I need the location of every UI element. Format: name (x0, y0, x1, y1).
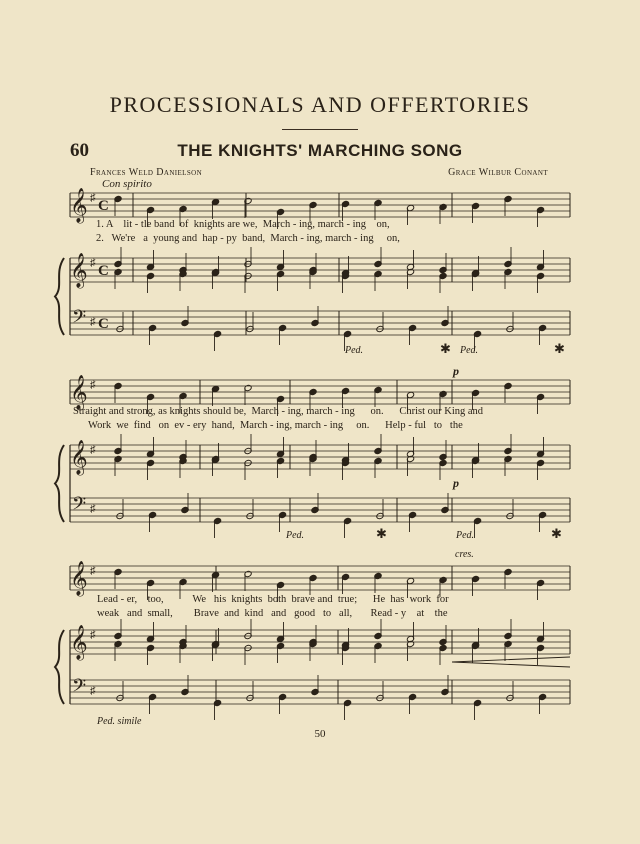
common-time-signature: C (98, 263, 109, 279)
grand-staff-brace (55, 630, 64, 704)
composer-credit: Grace Wilbur Conant (448, 167, 548, 178)
pedal-release-mark: ✱ (554, 341, 565, 356)
treble-clef: 𝄞 (70, 253, 88, 288)
system-3-verse-1: Lead - er, too, We his knights both brave and true; He has work for (97, 594, 449, 605)
treble-clef: 𝄞 (70, 440, 88, 475)
dynamic-piano: p (453, 476, 459, 490)
system-1-verse-2: 2. We're a young and hap - py band, March - ing, march - ing on, (96, 233, 400, 244)
system-1-verse-1: 1. A lit - tle band of knights are we, March - ing, march - ing on, (96, 219, 390, 230)
key-signature-sharp: ♯ (90, 192, 96, 204)
lyricist-credit: Frances Weld Danielson (90, 167, 203, 178)
section-title: PROCESSIONALS AND OFFERTORIES (109, 92, 531, 117)
key-signature-sharp: ♯ (90, 503, 96, 515)
pedal-simile-marking: Ped. simile (97, 716, 142, 727)
key-signature-sharp: ♯ (90, 444, 96, 456)
pedal-marking: Ped. (460, 345, 479, 356)
treble-clef: 𝄞 (70, 188, 88, 223)
system-2-verse-2: Work we find on ev - ery hand, March - ing, march - ing on. Help - ful to the (88, 420, 463, 431)
treble-clef: 𝄞 (70, 561, 88, 596)
treble-clef: 𝄞 (70, 625, 88, 660)
grand-staff-brace (55, 445, 64, 522)
crescendo-marking: cres. (455, 549, 474, 560)
key-signature-sharp: ♯ (90, 685, 96, 697)
bass-clef: 𝄢 (72, 494, 87, 519)
pedal-release-mark: ✱ (440, 341, 451, 356)
bass-clef: 𝄢 (72, 307, 87, 332)
key-signature-sharp: ♯ (90, 316, 96, 328)
key-signature-sharp: ♯ (90, 379, 96, 391)
pedal-marking: Ped. (286, 530, 305, 541)
system-3-verse-2: weak and small, Brave and kind and good to all, Read - y at the (97, 608, 448, 619)
pedal-release-mark: ✱ (376, 526, 387, 541)
treble-clef: 𝄞 (70, 375, 88, 410)
tempo-marking: Con spirito (102, 178, 152, 190)
system-2-verse-1: Straight and strong, as knights should be, March - ing, march - ing on. Christ our King and (73, 406, 484, 417)
song-number: 60 (70, 140, 89, 161)
bass-clef: 𝄢 (72, 676, 87, 701)
song-title: THE KNIGHTS' MARCHING SONG (177, 141, 463, 160)
crescendo-hairpin (452, 657, 570, 667)
dynamic-piano: p (453, 364, 459, 378)
pedal-release-mark: ✱ (551, 526, 562, 541)
key-signature-sharp: ♯ (90, 629, 96, 641)
key-signature-sharp: ♯ (90, 257, 96, 269)
common-time-signature: C (98, 316, 109, 332)
pedal-marking: Ped. (456, 530, 475, 541)
common-time-signature: C (98, 198, 109, 214)
pedal-marking: Ped. (345, 345, 364, 356)
key-signature-sharp: ♯ (90, 565, 96, 577)
grand-staff-brace (55, 258, 64, 335)
page-number: 50 (314, 728, 326, 740)
